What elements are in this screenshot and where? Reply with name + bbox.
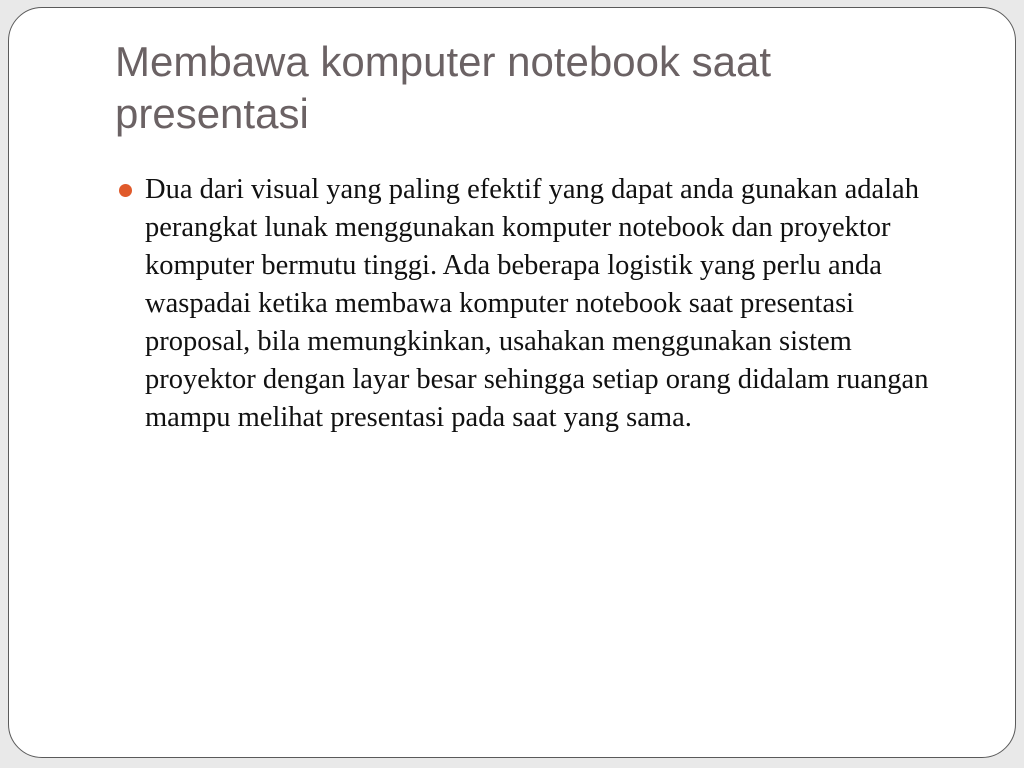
slide [8,7,1016,758]
bullet-text: Dua dari visual yang paling efektif yang dapat anda gunakan adalah perangkat lunak menggunakan komputer notebook dan proyektor komputer bermutu tinggi. Ada beberapa logistik yang perlu anda waspadai ketika membawa komputer notebook saat presentasi proposal, bila memungkinkan, usahakan menggunakan sistem proyektor dengan layar besar sehingga setiap orang didalam ruangan mampu melihat presentasi pada saat yang sama. [145,174,929,433]
slide-content [113,171,963,437]
bullet-dot-icon [119,184,132,197]
slide-title: Membawa komputer notebook saat presentasi [115,38,772,137]
bullet-item [113,171,963,437]
